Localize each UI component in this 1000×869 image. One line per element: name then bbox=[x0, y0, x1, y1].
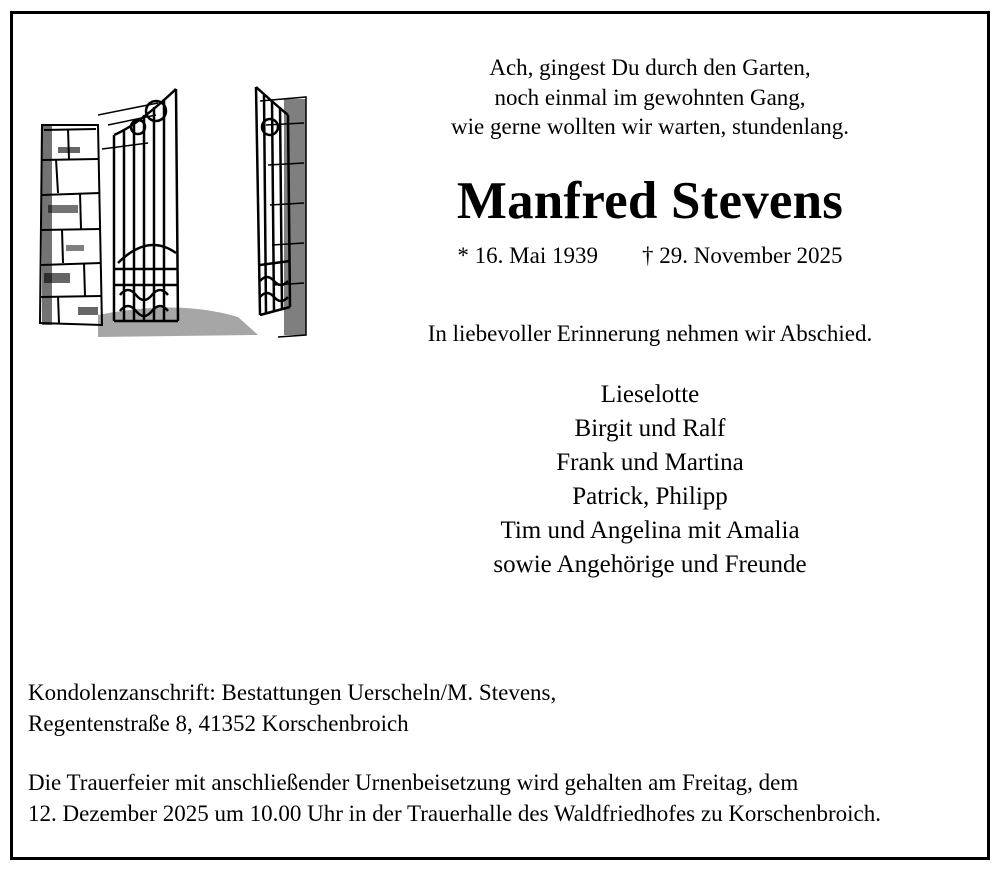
deceased-name: Manfred Stevens bbox=[456, 172, 844, 230]
garden-gate-icon bbox=[38, 85, 310, 341]
address-line: Kondolenzanschrift: Bestattungen Uerscheln/M. Stevens, bbox=[28, 680, 557, 705]
mourner-line: sowie Angehörige und Freunde bbox=[493, 551, 807, 578]
poem-line: wie gerne wollten wir warten, stundenlang. bbox=[451, 114, 849, 139]
mourner-line: Tim und Angelina mit Amalia bbox=[500, 517, 800, 544]
mourner-line: Lieselotte bbox=[600, 381, 700, 408]
farewell-text: In liebevoller Erinnerung nehmen wir Abschied. bbox=[427, 321, 873, 346]
mourner-line: Frank und Martina bbox=[556, 449, 744, 476]
ceremony-line: Die Trauerfeier mit anschließender Urnenbeisetzung wird gehalten am Freitag, dem bbox=[28, 770, 799, 795]
poem-line: noch einmal im gewohnten Gang, bbox=[494, 84, 806, 110]
ceremony-notice bbox=[28, 767, 881, 829]
address-line: Regentenstraße 8, 41352 Korschenbroich bbox=[28, 711, 409, 736]
poem-line: Ach, gingest Du durch den Garten, bbox=[489, 55, 811, 80]
life-dates bbox=[400, 241, 900, 271]
ceremony-line: 12. Dezember 2025 um 10.00 Uhr in der Trauerhalle des Waldfriedhofes zu Korschenbroich. bbox=[28, 801, 881, 826]
mourner-line: Birgit und Ralf bbox=[574, 415, 726, 442]
condolence-address bbox=[28, 677, 556, 739]
left-gate-leaf bbox=[114, 89, 178, 321]
mourner-line: Patrick, Philipp bbox=[572, 483, 728, 510]
death-date: † 29. November 2025 bbox=[641, 243, 843, 268]
mourners-list bbox=[400, 378, 900, 582]
poem-verse bbox=[400, 53, 900, 142]
birth-date: * 16. Mai 1939 bbox=[457, 243, 598, 268]
